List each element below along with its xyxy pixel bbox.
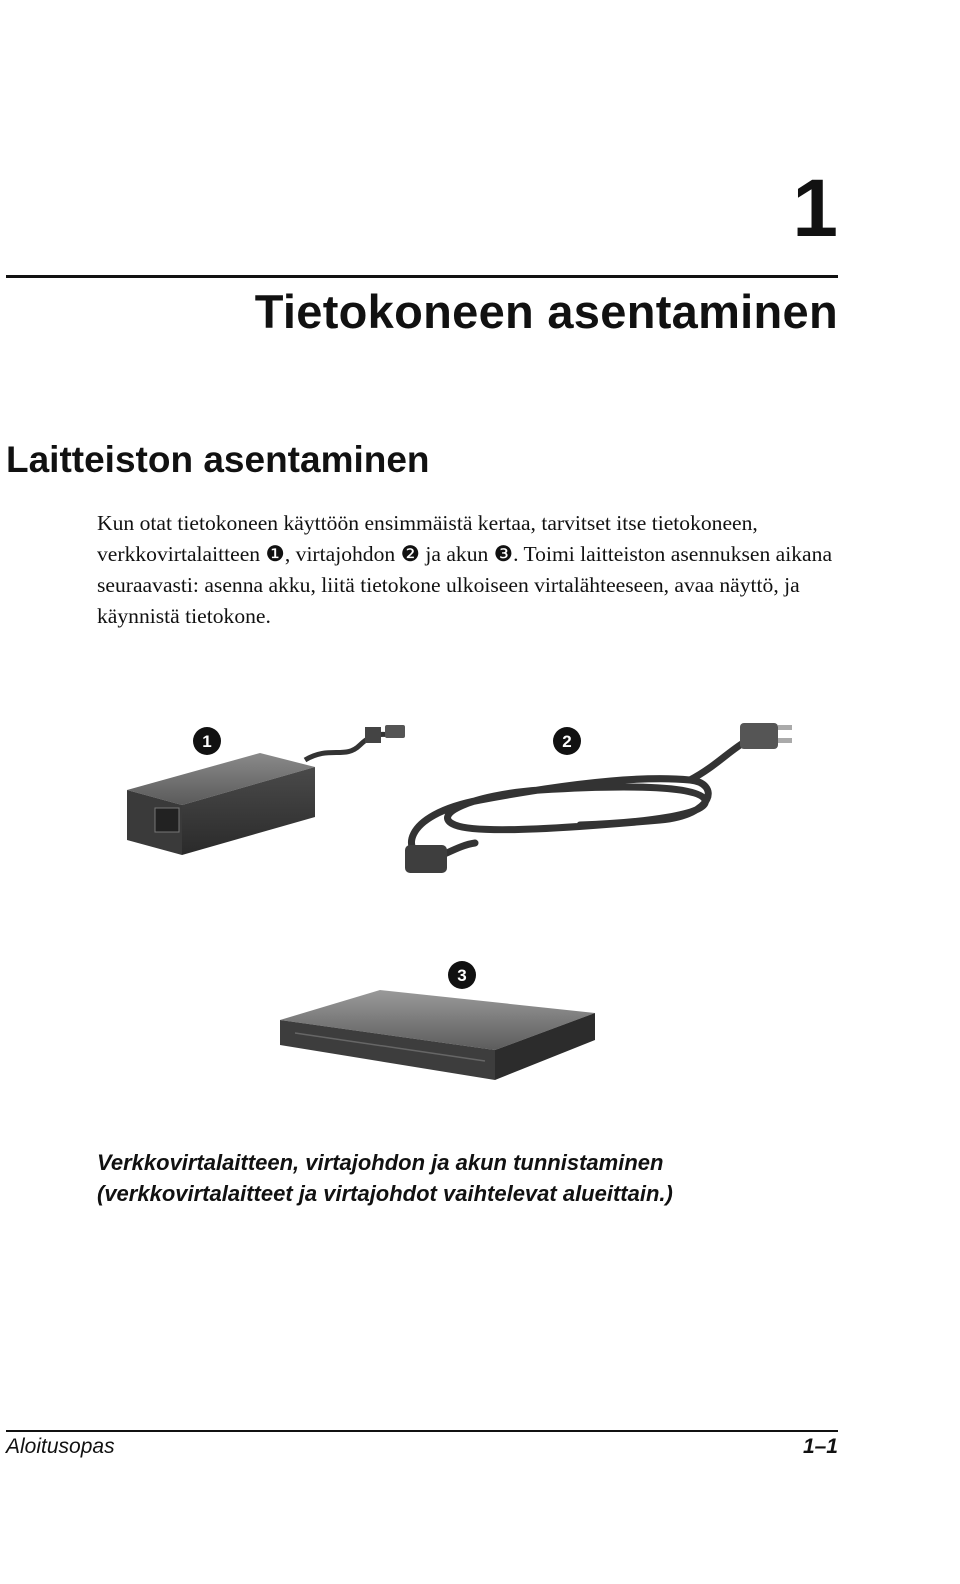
cord-device-connector [405,845,447,873]
chapter-number: 1 [792,163,838,254]
cord-end-cable [690,740,748,780]
hardware-figure [100,705,840,1105]
footer-document-title: Aloitusopas [6,1435,115,1458]
callout-marker-3: ❸ [493,542,514,566]
chapter-title: Tietokoneen asentaminen [254,285,838,338]
adapter-dc-plug [385,725,405,738]
adapter-socket [155,808,179,832]
adapter-cable-clip [365,727,381,743]
caption-line-1: Verkkovirtalaitteen, virtajohdon ja akun tunnistaminen [97,1150,664,1175]
section-paragraph [97,508,842,632]
caption-line-2: (verkkovirtalaitteet ja virtajohdot vaihtelevat alueittain.) [97,1181,673,1206]
callout-label-3: 3 [457,966,467,985]
cord-wall-plug [740,723,778,749]
cord-plug-prong-2 [778,738,792,743]
chapter-divider [6,275,838,278]
hardware-illustration [100,705,840,1105]
ac-adapter-image [127,725,405,855]
callout-marker-2: ❷ [400,542,420,566]
footer-page-number: 1–1 [802,1435,838,1458]
paragraph-text-2: , virtajohdon [284,542,401,566]
paragraph-text-1: Kun otat tietokoneen käyttöön ensimmäistä kertaa, tarvitset itse tietokoneen, verkkovirtalaitteen [97,511,758,566]
cord-plug-prong-1 [778,725,792,730]
paragraph-text-4: . Toimi laitteiston asennuksen aikana seuraavasti: asenna akku, liitä tietokone ulkoiseen virtalähteeseen, avaa näyttö, ja käynnistä tietokone. [97,542,833,628]
paragraph-text-3: ja akun [419,542,494,566]
callout-label-1: 1 [202,732,212,751]
power-cord-image [405,723,792,873]
figure-caption [97,1147,857,1209]
section-title: Laitteiston asentaminen [6,439,430,480]
callout-marker-1: ❶ [265,542,285,566]
footer-divider [6,1430,838,1432]
callout-label-2: 2 [562,732,572,751]
battery-image [280,961,595,1080]
